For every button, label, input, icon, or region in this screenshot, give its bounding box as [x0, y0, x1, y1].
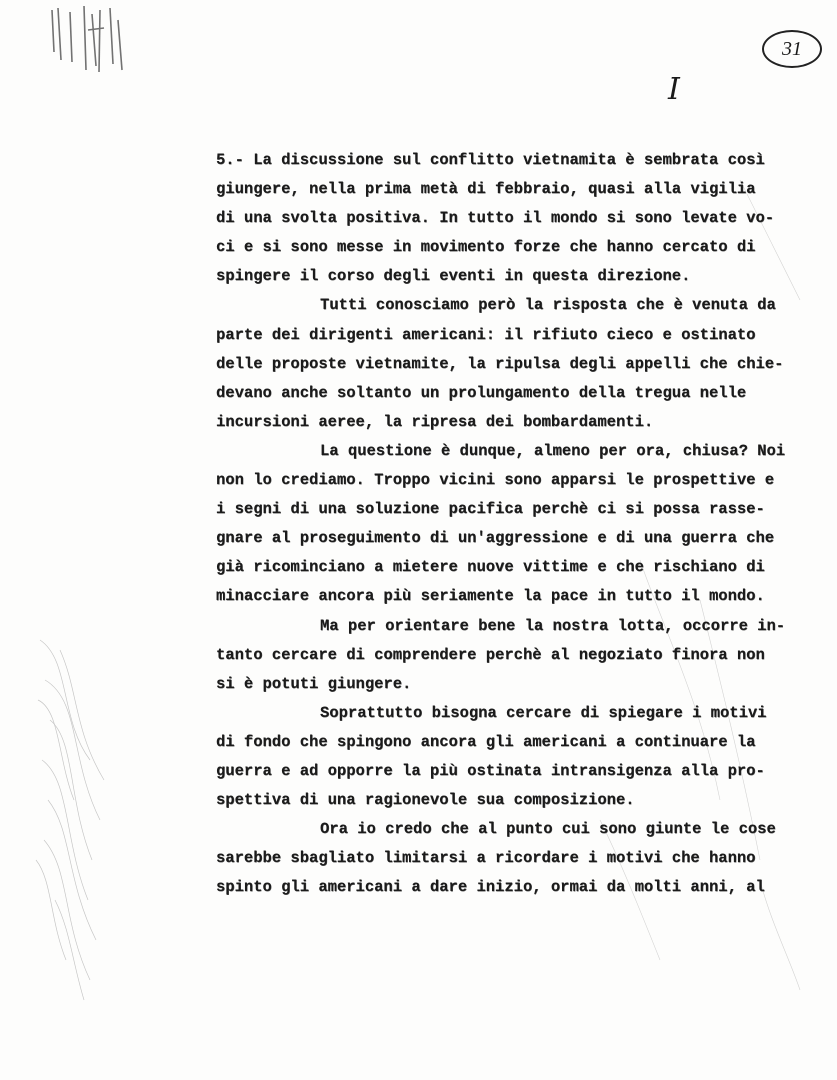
text-line: giungere, nella prima metà di febbraio, quasi alla vigilia [216, 180, 756, 199]
text-line: Ora io credo che al punto cui sono giunte le cose [320, 820, 776, 839]
text-line: spinto gli americani a dare inizio, ormai da molti anni, al [216, 878, 765, 897]
typewritten-text-body [216, 146, 791, 902]
left-scratch-marks [36, 640, 104, 1000]
text-line: di fondo che spingono ancora gli americani a continuare la [216, 732, 756, 751]
text-line: i segni di una soluzione pacifica perchè ci si possa rasse- [216, 500, 765, 519]
text-line: delle proposte vietnamite, la ripulsa degli appelli che chie- [216, 354, 784, 373]
text-line: incursioni aeree, la ripresa dei bombardamenti. [216, 412, 654, 431]
text-line: La questione è dunque, almeno per ora, chiusa? Noi [320, 441, 786, 460]
text-line: ci e si sono messe in movimento forze che hanno cercato di [216, 238, 756, 257]
text-line: Tutti conosciamo però la risposta che è venuta da [320, 296, 776, 315]
text-line: già ricominciano a mietere nuove vittime e che rischiano di [216, 558, 765, 577]
text-line: tanto cercare di comprendere perchè al negoziato finora non [216, 645, 765, 664]
text-line: gnare al proseguimento di un'aggressione e di una guerra che [216, 529, 775, 548]
text-line: Ma per orientare bene la nostra lotta, occorre in- [320, 616, 786, 635]
top-left-marks [52, 6, 122, 72]
text-line: spingere il corso degli eventi in questa direzione. [216, 267, 691, 286]
text-line: si è potuti giungere. [216, 674, 412, 693]
text-line: spettiva di una ragionevole sua composizione. [216, 791, 635, 810]
text-line: parte dei dirigenti americani: il rifiuto cieco e ostinato [216, 325, 756, 344]
text-line: sarebbe sbagliato limitarsi a ricordare i motivi che hanno [216, 849, 756, 868]
text-line: Soprattutto bisogna cercare di spiegare i motivi [320, 703, 767, 722]
text-line: devano anche soltanto un prolungamento della tregua nelle [216, 383, 747, 402]
handwritten-roman-mark: I [668, 72, 681, 107]
page-number-circled: 31 [762, 30, 822, 68]
text-line: minacciare ancora più seriamente la pace in tutto il mondo. [216, 587, 765, 606]
text-line: di una svolta positiva. In tutto il mondo si sono levate vo- [216, 209, 775, 228]
text-line: non lo crediamo. Troppo vicini sono apparsi le prospettive e [216, 471, 775, 490]
text-line: guerra e ad opporre la più ostinata intransigenza alla pro- [216, 761, 765, 780]
text-line: 5.- La discussione sul conflitto vietnamita è sembrata così [216, 151, 765, 169]
